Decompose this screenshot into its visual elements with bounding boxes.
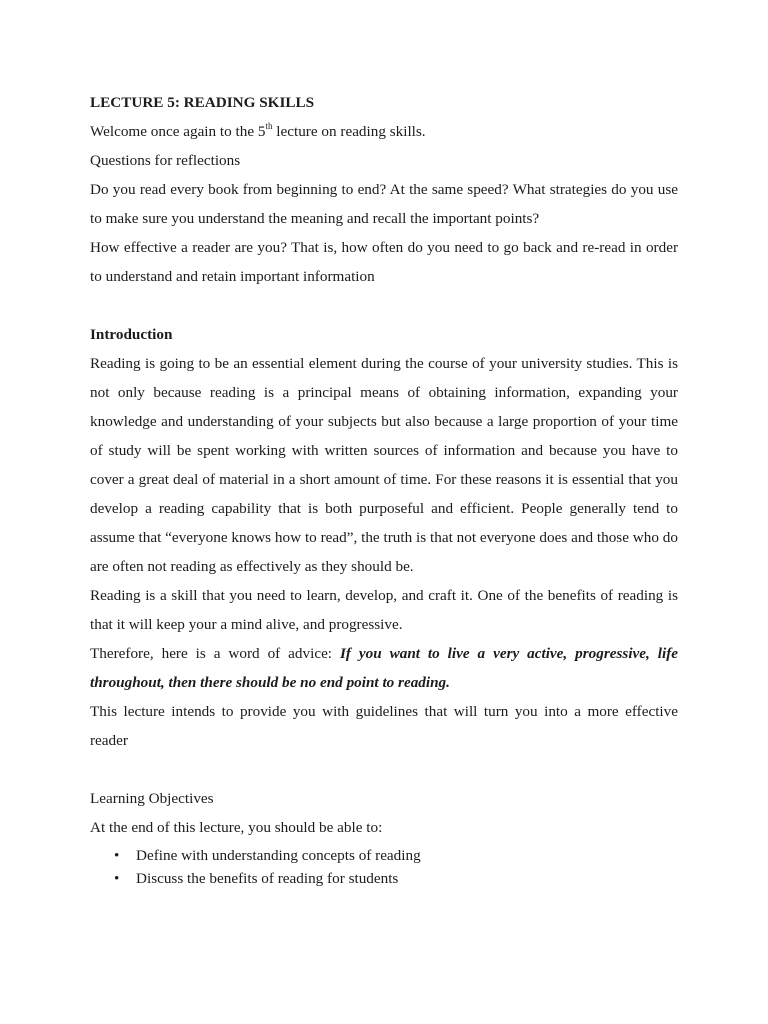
objective-text: Define with understanding concepts of reading xyxy=(136,847,421,864)
advice-lead: Therefore, here is a word of advice: xyxy=(90,645,340,662)
welcome-superscript: th xyxy=(265,120,273,131)
spacer xyxy=(90,291,678,320)
objectives-heading: Learning Objectives xyxy=(90,790,214,807)
list-item xyxy=(90,867,678,890)
advice-text: If you want to live a very active, progressive, life throughout, then there should be no end point to reading. xyxy=(90,645,678,691)
spacer xyxy=(90,755,678,784)
reflection-paragraph-1: Do you read every book from beginning to end? At the same speed? What strategies do you use to make sure you understand the meaning and recall the important points? xyxy=(90,181,678,227)
bullet-icon: • xyxy=(114,870,120,887)
objective-text: Discuss the benefits of reading for students xyxy=(136,870,399,887)
welcome-text-after: lecture on reading skills. xyxy=(272,123,426,140)
lecture-title: LECTURE 5: READING SKILLS xyxy=(90,94,315,111)
objectives-list xyxy=(90,844,678,890)
introduction-heading: Introduction xyxy=(90,326,173,343)
intro-paragraph-3: This lecture intends to provide you with guidelines that will turn you into a more effective reader xyxy=(90,703,678,749)
intro-paragraph-1: Reading is going to be an essential element during the course of your university studies. This is not only because reading is a principal means of obtaining information, expanding your knowledge and understanding of your subjects but also because a large proportion of your time of study will be spent working with written sources of information and because you have to cover a great deal of material in a short amount of time. For these reasons it is essential that you develop a reading capability that is both purposeful and efficient. People generally tend to assume that “everyone knows how to read”, the truth is that not everyone does and those who do are often not reading as effectively as they should be. xyxy=(90,355,678,575)
bullet-icon: • xyxy=(114,847,120,864)
objectives-intro: At the end of this lecture, you should be able to: xyxy=(90,819,383,836)
advice-paragraph xyxy=(90,639,678,697)
reflection-paragraph-2: How effective a reader are you? That is, how often do you need to go back and re-read in order to understand and retain important information xyxy=(90,239,678,285)
document-page xyxy=(90,88,678,890)
intro-paragraph-2: Reading is a skill that you need to learn, develop, and craft it. One of the benefits of reading is that it will keep your a mind alive, and progressive. xyxy=(90,587,678,633)
list-item xyxy=(90,844,678,867)
welcome-text-before: Welcome once again to the 5 xyxy=(90,123,266,140)
reflections-heading: Questions for reflections xyxy=(90,152,241,169)
welcome-line xyxy=(90,117,678,146)
